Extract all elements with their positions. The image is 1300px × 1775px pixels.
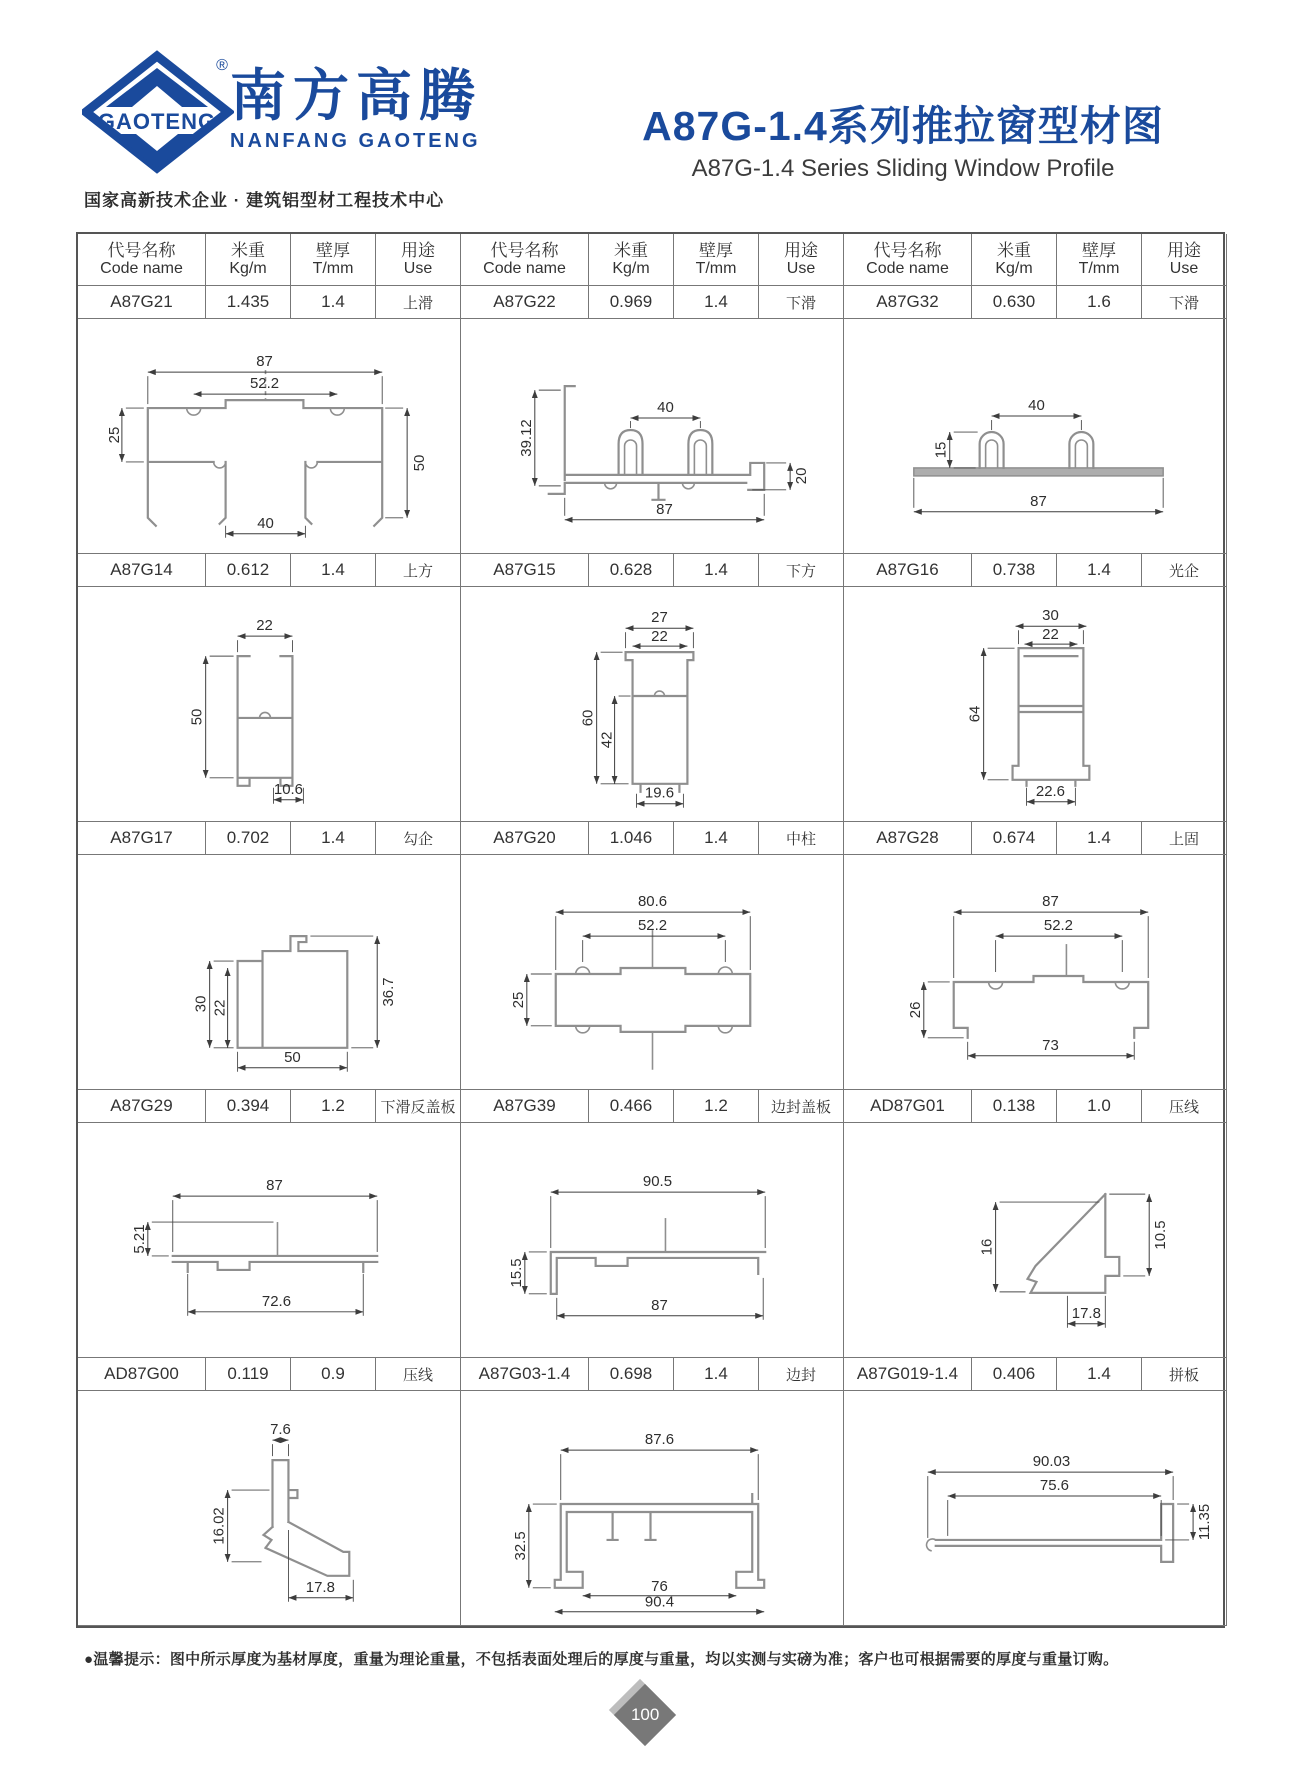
profile-drawing-a87g29 — [78, 1124, 460, 1357]
code-cell: A87G14 — [78, 554, 206, 587]
code-cell: A87G29 — [78, 1090, 206, 1123]
col-header-cn: 用途 — [784, 240, 818, 260]
col-header-cn: 壁厚 — [316, 240, 350, 260]
page-number: 100 — [630, 1705, 660, 1724]
col-header-cn: 壁厚 — [699, 240, 733, 260]
code-cell: A87G15 — [461, 554, 589, 587]
col-header-code — [78, 234, 206, 286]
use-cell: 压线 — [1142, 1090, 1227, 1123]
col-header-cn: 用途 — [401, 240, 435, 260]
dim-label: 90.5 — [642, 1172, 673, 1190]
dim-label: 22 — [211, 999, 229, 1016]
thickness-cell: 1.4 — [674, 1358, 759, 1391]
profile-drawing-a87g15 — [461, 588, 843, 821]
dim-label: 10.5 — [1152, 1219, 1170, 1250]
thickness-cell: 1.2 — [674, 1090, 759, 1123]
thickness-cell: 1.4 — [1057, 822, 1142, 855]
dim-label: 60 — [579, 709, 597, 726]
dim-label: 40 — [657, 398, 674, 416]
col-header-cn: 壁厚 — [1082, 240, 1116, 260]
use-cell: 上方 — [376, 554, 461, 587]
page-number-badge — [614, 1684, 678, 1748]
drawing-cell-a87g21 — [78, 319, 461, 554]
profile-drawing-a87g17 — [78, 856, 460, 1089]
company-tagline: 国家高新技术企业 · 建筑铝型材工程技术中心 — [84, 191, 445, 210]
weight-cell: 0.969 — [589, 286, 674, 319]
dim-label: 40 — [257, 514, 274, 532]
thickness-cell: 1.4 — [674, 822, 759, 855]
code-cell: A87G16 — [844, 554, 972, 587]
brand-name-en: NANFANG GAOTENG — [230, 130, 481, 152]
col-header-use — [759, 234, 844, 286]
col-header-en: Kg/m — [612, 260, 650, 278]
drawing-cell-a87g019-14 — [844, 1391, 1227, 1626]
drawing-cell-a87g17 — [78, 855, 461, 1090]
dim-label: 25 — [509, 991, 527, 1008]
thickness-cell: 1.6 — [1057, 286, 1142, 319]
col-header-en: T/mm — [1078, 260, 1120, 278]
dim-label: 27 — [651, 608, 668, 626]
dim-label: 7.6 — [270, 1420, 291, 1438]
col-header-cn: 用途 — [1167, 240, 1201, 260]
thickness-cell: 1.4 — [1057, 554, 1142, 587]
code-cell: A87G17 — [78, 822, 206, 855]
dim-label: 30 — [1042, 606, 1059, 624]
profile-drawing-ad87g00 — [78, 1392, 460, 1625]
page-number-diamond — [614, 1684, 676, 1746]
code-cell: AD87G01 — [844, 1090, 972, 1123]
drawing-cell-a87g16 — [844, 587, 1227, 822]
col-header-en: Use — [403, 260, 433, 278]
use-cell: 下滑 — [1142, 286, 1227, 319]
col-header-thickness — [674, 234, 759, 286]
profile-drawing-a87g32 — [844, 320, 1226, 553]
weight-cell: 0.394 — [206, 1090, 291, 1123]
dim-label: 32.5 — [511, 1530, 529, 1560]
code-cell: A87G32 — [844, 286, 972, 319]
use-cell: 压线 — [376, 1358, 461, 1391]
registered-mark-icon: ® — [216, 57, 228, 74]
dim-label: 16 — [978, 1238, 996, 1255]
code-cell: A87G22 — [461, 286, 589, 319]
dim-label: 22 — [256, 616, 273, 634]
profile-drawing-ad87g01 — [844, 1124, 1226, 1357]
gaoteng-logo-diamond — [82, 50, 234, 182]
dim-label: 36.7 — [380, 976, 398, 1007]
col-header-thickness — [1057, 234, 1142, 286]
dim-label: 87 — [651, 1296, 668, 1314]
dim-label: 73 — [1042, 1036, 1059, 1054]
thickness-cell: 1.4 — [291, 554, 376, 587]
dim-label: 40 — [1028, 396, 1045, 414]
dim-label: 50 — [411, 454, 429, 471]
thickness-cell: 1.4 — [674, 286, 759, 319]
brand-block — [230, 64, 482, 153]
thickness-cell: 1.0 — [1057, 1090, 1142, 1123]
col-header-en: T/mm — [312, 260, 354, 278]
dim-label: 52.2 — [249, 374, 280, 392]
dim-label: 16.02 — [210, 1506, 228, 1545]
weight-cell: 1.435 — [206, 286, 291, 319]
dim-label: 25 — [105, 426, 123, 443]
drawing-cell-ad87g00 — [78, 1391, 461, 1626]
profile-drawing-a87g20 — [461, 856, 843, 1089]
dim-label: 87 — [266, 1176, 283, 1194]
code-cell: AD87G00 — [78, 1358, 206, 1391]
footer-note — [84, 1648, 1118, 1669]
dim-label: 52.2 — [637, 916, 668, 934]
dim-label: 39.12 — [517, 418, 535, 457]
thickness-cell: 1.4 — [674, 554, 759, 587]
code-cell: A87G28 — [844, 822, 972, 855]
code-cell: A87G019-1.4 — [844, 1358, 972, 1391]
page-title: A87G-1.4系列推拉窗型材图 — [642, 103, 1164, 149]
drawing-cell-a87g39 — [461, 1123, 844, 1358]
drawing-cell-a87g22 — [461, 319, 844, 554]
weight-cell: 0.674 — [972, 822, 1057, 855]
drawing-cell-a87g32 — [844, 319, 1227, 554]
dim-label: 72.6 — [261, 1292, 292, 1310]
profile-drawing-a87g16 — [844, 588, 1226, 821]
dim-label: 20 — [793, 467, 811, 484]
drawing-cell-a87g28 — [844, 855, 1227, 1090]
col-header-en: Code name — [483, 260, 566, 278]
col-header-en: Use — [1169, 260, 1199, 278]
col-header-cn: 代号名称 — [490, 240, 559, 260]
profile-spec-table — [76, 232, 1225, 1628]
dim-label: 26 — [906, 1001, 924, 1018]
weight-cell: 0.119 — [206, 1358, 291, 1391]
brand-name-cn: 南方高腾 — [230, 64, 482, 127]
profile-drawing-a87g28 — [844, 856, 1226, 1089]
code-cell: A87G21 — [78, 286, 206, 319]
use-cell: 上滑 — [376, 286, 461, 319]
dim-label: 17.8 — [1071, 1304, 1101, 1322]
weight-cell: 0.138 — [972, 1090, 1057, 1123]
profile-drawing-a87g03-14 — [461, 1392, 843, 1625]
drawing-cell-ad87g01 — [844, 1123, 1227, 1358]
col-header-weight — [589, 234, 674, 286]
weight-cell: 0.628 — [589, 554, 674, 587]
profile-drawing-a87g21 — [78, 320, 460, 553]
thickness-cell: 1.2 — [291, 1090, 376, 1123]
dim-label: 80.6 — [637, 892, 668, 910]
dim-label: 42 — [598, 731, 616, 748]
drawing-cell-a87g29 — [78, 1123, 461, 1358]
col-header-cn: 代号名称 — [107, 240, 176, 260]
col-header-code — [461, 234, 589, 286]
col-header-cn: 米重 — [231, 240, 265, 260]
weight-cell: 0.738 — [972, 554, 1057, 587]
weight-cell: 0.612 — [206, 554, 291, 587]
use-cell: 下滑 — [759, 286, 844, 319]
col-header-cn: 米重 — [997, 240, 1031, 260]
code-cell: A87G39 — [461, 1090, 589, 1123]
dim-label: 90.03 — [1032, 1452, 1071, 1470]
dim-label: 87.6 — [644, 1430, 675, 1448]
dim-label: 10.6 — [273, 780, 304, 798]
dim-label: 15 — [932, 441, 950, 458]
use-cell: 拼板 — [1142, 1358, 1227, 1391]
page-subtitle: A87G-1.4 Series Sliding Window Profile — [691, 155, 1115, 183]
weight-cell: 0.698 — [589, 1358, 674, 1391]
footer-note-text: 温馨提示：图中所示厚度为基材厚度，重量为理论重量，不包括表面处理后的厚度与重量，均以实测与实磅为准；客户也可根据需要的厚度与重量订购。 — [93, 1651, 1119, 1668]
profile-drawing-a87g22 — [461, 320, 843, 553]
dim-label: 50 — [284, 1048, 301, 1066]
dim-label: 87 — [1030, 492, 1047, 510]
dim-label: 52.2 — [1043, 916, 1073, 934]
col-header-use — [1142, 234, 1227, 286]
weight-cell: 0.466 — [589, 1090, 674, 1123]
page-title-block — [570, 104, 1236, 183]
col-header-weight — [972, 234, 1057, 286]
thickness-cell: 1.4 — [291, 822, 376, 855]
dim-label: 22 — [651, 627, 668, 645]
thickness-cell: 1.4 — [291, 286, 376, 319]
weight-cell: 0.630 — [972, 286, 1057, 319]
col-header-cn: 米重 — [614, 240, 648, 260]
use-cell: 下滑反盖板 — [376, 1090, 461, 1123]
use-cell: 上固 — [1142, 822, 1227, 855]
drawing-cell-a87g20 — [461, 855, 844, 1090]
use-cell: 下方 — [759, 554, 844, 587]
dim-label: 64 — [966, 705, 984, 722]
dim-label: 22.6 — [1035, 782, 1066, 800]
thickness-cell: 0.9 — [291, 1358, 376, 1391]
dim-label: 17.8 — [305, 1578, 335, 1596]
col-header-en: T/mm — [695, 260, 737, 278]
col-header-en: Use — [786, 260, 816, 278]
col-header-use — [376, 234, 461, 286]
weight-cell: 0.702 — [206, 822, 291, 855]
dim-label: 50 — [188, 708, 206, 725]
dim-label: 19.6 — [644, 784, 675, 802]
drawing-cell-a87g15 — [461, 587, 844, 822]
profile-drawing-a87g39 — [461, 1124, 843, 1357]
col-header-thickness — [291, 234, 376, 286]
dim-label: 87 — [656, 500, 673, 518]
use-cell: 光企 — [1142, 554, 1227, 587]
col-header-en: Code name — [866, 260, 949, 278]
dim-label: 87 — [256, 352, 273, 370]
weight-cell: 1.046 — [589, 822, 674, 855]
dim-label: 5.21 — [130, 1223, 148, 1254]
dim-label: 90.4 — [644, 1593, 675, 1611]
col-header-cn: 代号名称 — [873, 240, 942, 260]
dim-label: 75.6 — [1039, 1476, 1070, 1494]
profile-drawing-a87g14 — [78, 588, 460, 821]
code-cell: A87G03-1.4 — [461, 1358, 589, 1391]
use-cell: 边封 — [759, 1358, 844, 1391]
thickness-cell: 1.4 — [1057, 1358, 1142, 1391]
drawing-cell-a87g03-14 — [461, 1391, 844, 1626]
use-cell: 中柱 — [759, 822, 844, 855]
profile-drawing-a87g019-14 — [844, 1392, 1226, 1625]
col-header-en: Code name — [100, 260, 183, 278]
drawing-cell-a87g14 — [78, 587, 461, 822]
dim-label: 15.5 — [507, 1257, 525, 1287]
weight-cell: 0.406 — [972, 1358, 1057, 1391]
code-cell: A87G20 — [461, 822, 589, 855]
bullet-icon: ● — [84, 1651, 94, 1668]
dim-label: 87 — [1042, 892, 1059, 910]
dim-label: 30 — [192, 995, 210, 1012]
use-cell: 边封盖板 — [759, 1090, 844, 1123]
dim-label: 76 — [651, 1577, 668, 1595]
col-header-en: Kg/m — [995, 260, 1033, 278]
dim-label: 22 — [1042, 625, 1059, 643]
use-cell: 勾企 — [376, 822, 461, 855]
dim-label: 11.35 — [1196, 1503, 1214, 1540]
logo-wordmark: GAOTENG — [97, 109, 217, 134]
col-header-en: Kg/m — [229, 260, 267, 278]
col-header-weight — [206, 234, 291, 286]
col-header-code — [844, 234, 972, 286]
